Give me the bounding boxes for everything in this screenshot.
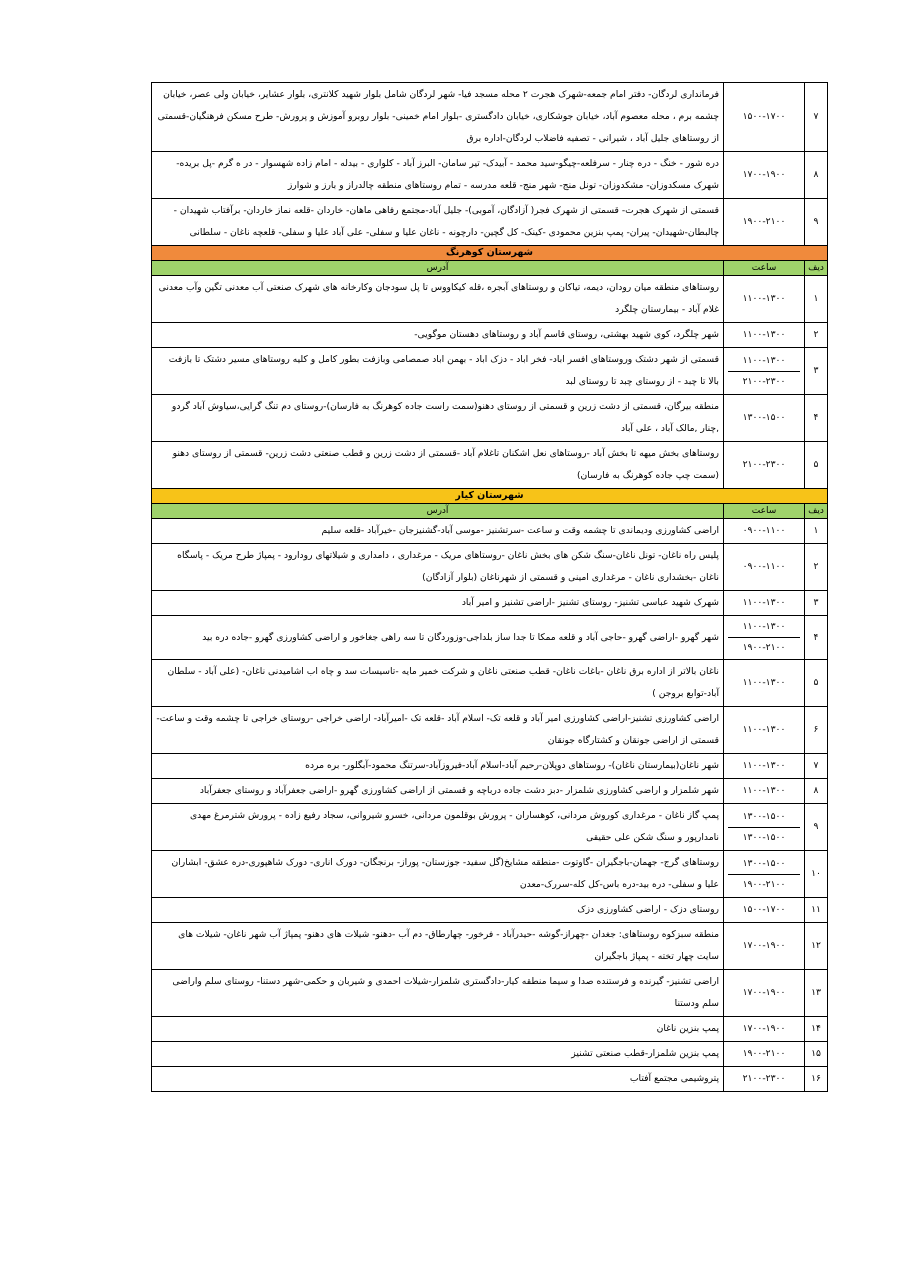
time-range: ۱۱۰۰-۱۳۰۰: [742, 785, 786, 796]
row-time: [724, 276, 805, 323]
row-address: روستاهای گرج- جهمان-باجگیران -گاوتوت -منطقه مشایخ(گل سفید- جوزستان- پوراز- برنجگان- دورک اناری- دورک شاهپوری-دره عشق- ابشاران علیا و سفلی- دره بید-دره باس-کل کله-سررک-معدن: [152, 851, 724, 898]
row-number: ۳: [805, 591, 828, 616]
row-time: [724, 152, 805, 199]
section-title: شهرستان کوهرنگ: [152, 246, 828, 261]
row-address: اراضی تشنیز- گیرنده و فرستنده صدا و سیما منطقه کیار-دادگستری شلمزار-شیلات احمدی و شیربان و حکمی-شهر دستنا- روستای سلم واراضی سلم ودستنا: [152, 970, 724, 1017]
row-time: [724, 1067, 805, 1092]
time-range: ۲۱۰۰-۲۳۰۰: [742, 459, 786, 470]
table-row: [152, 1017, 828, 1042]
row-number: ۷: [805, 754, 828, 779]
time-range: ۱۱۰۰-۱۳۰۰: [742, 760, 786, 771]
table-row: [152, 923, 828, 970]
time-range: ۱۷۰۰-۱۹۰۰: [742, 169, 786, 180]
time-range: ۱۷۰۰-۱۹۰۰: [742, 940, 786, 951]
row-number: ۲: [805, 544, 828, 591]
header-time: ساعت: [724, 261, 805, 276]
table-row: [152, 199, 828, 246]
time-range: ۱۵۰۰-۱۷۰۰: [742, 904, 786, 915]
row-number: ۹: [805, 199, 828, 246]
row-time: [724, 395, 805, 442]
schedule-body: [152, 83, 828, 1092]
row-number: ۸: [805, 779, 828, 804]
row-address: روستاهای بخش میهه تا بخش آباد -روستاهای نعل اشکنان تاغلام آباد -قسمتی از دشت زرین و قطب صنعتی دشت زرین- قسمتی از روستای دهنو (سمت چپ جاده کوهرنگ به فارسان): [152, 442, 724, 489]
time-range: ۰۹۰۰-۱۱۰۰: [742, 525, 786, 536]
row-time: [724, 544, 805, 591]
row-time: [724, 1042, 805, 1067]
time-range: ۱۱۰۰-۱۳۰۰: [742, 677, 786, 688]
row-address: پتروشیمی مجتمع آفتاب: [152, 1067, 724, 1092]
time-range: ۱۱۰۰-۱۳۰۰: [742, 329, 786, 340]
table-row: [152, 754, 828, 779]
table-row: [152, 898, 828, 923]
row-number: ۹: [805, 804, 828, 851]
row-address: فرمانداری لردگان- دفتر امام جمعه-شهرک هجرت ۲ محله مسجد فیا- شهر لردگان شامل بلوار شهید کلانتری، بلوار عشایر، خیابان ولی عصر، خیابان چشمه برم ، محله معصوم آباد، خیابان جوشکاری، خیابان دادگستری -بلوار امام خمینی- بلوار روبرو آموزش و پرورش- طرح مسکن فرهنگیان-قسمتی از روستاهای جلیل آباد ، شیرانی - تصفیه فاضلاب لردگان-اداره برق: [152, 83, 724, 152]
section-title: شهرستان کیار: [152, 489, 828, 504]
column-header-row: [152, 261, 828, 276]
time-range: ۱۱۰۰-۱۳۰۰: [742, 724, 786, 735]
header-num: دیف: [805, 504, 828, 519]
time-range: ۱۹۰۰-۲۱۰۰: [728, 874, 800, 895]
table-row: [152, 970, 828, 1017]
header-address: آدرس: [152, 504, 724, 519]
row-address: روستای دزک - اراضی کشاورزی دزک: [152, 898, 724, 923]
row-number: ۱۲: [805, 923, 828, 970]
row-time: [724, 83, 805, 152]
section-title-row: [152, 489, 828, 504]
row-address: پلیس راه ناغان- تونل ناغان-سنگ شکن های بخش ناغان -روستاهای مریک - مرغداری ، دامداری و شیلاتهای رودارود - پمپاژ طرح مریک - پاسگاه ناغان -بخشداری ناغان - مرغداری امینی و قسمتی از شهرناغان (بلوار آزادگان): [152, 544, 724, 591]
row-time: [724, 519, 805, 544]
row-address: پمپ بنزین شلمزار-قطب صنعتی تشنیز: [152, 1042, 724, 1067]
table-row: [152, 1067, 828, 1092]
row-time: [724, 660, 805, 707]
row-time: [724, 442, 805, 489]
row-address: اراضی کشاورزی ودیماندی تا چشمه وقت و ساعت -سرتشنیز -موسی آباد-گشنیزجان -خیرآباد -قلعه سلیم: [152, 519, 724, 544]
row-number: ۸: [805, 152, 828, 199]
row-time: [724, 348, 805, 395]
row-number: ۱۰: [805, 851, 828, 898]
time-range: ۱۷۰۰-۱۹۰۰: [742, 987, 786, 998]
table-row: [152, 83, 828, 152]
time-range: ۱۹۰۰-۲۱۰۰: [742, 216, 786, 227]
time-range: ۱۱۰۰-۱۳۰۰: [742, 597, 786, 608]
row-address: پمپ گاز ناغان - مرغداری کوروش مردانی، کوهساران - پرورش بوقلمون مردانی، خسرو شیروانی، سجاد رفیع زاده - پرورش شترمرغ مهدی نامدارپور و سنگ شکن علی حقیقی: [152, 804, 724, 851]
time-range: ۱۳۰۰-۱۵۰۰: [742, 857, 786, 869]
row-number: ۶: [805, 707, 828, 754]
table-row: [152, 152, 828, 199]
row-time: [724, 970, 805, 1017]
column-header-row: [152, 504, 828, 519]
table-row: [152, 591, 828, 616]
table-row: [152, 804, 828, 851]
row-number: ۴: [805, 616, 828, 660]
row-address: قسمتی از شهر دشتک وروستاهای افسر اباد- فخر اباد - دزک اباد - بهمن اباد صمصامی وبازفت بطور کامل و کلیه روستاهای مسیر دشتک تا بازفت بالا تا چبد - از روستای چبد تا روستای لبد: [152, 348, 724, 395]
row-address: اراضی کشاورزی تشنیز-اراضی کشاورزی امیر آباد و قلعه تک- اسلام آباد -قلعه تک -امیرآباد- اراضی خراجی -روستای خراجی تا چشمه وقت و ساعت- قسمتی از اراضی جونقان و کشتارگاه جونقان: [152, 707, 724, 754]
row-address: شهر ناغان(بیمارستان ناغان)- روستاهای دوپلان-رحیم آباد-اسلام آباد-فیروزآباد-سرتنگ محمود-آبگلور- بره مرده: [152, 754, 724, 779]
row-address: شهر گهرو -اراضی گهرو -حاجی آباد و قلعه ممکا تا جدا ساز بلداجی-وزوردگان تا سه راهی جغاخور و اراضی کشاورزی گهرو -جاده دره بید: [152, 616, 724, 660]
row-number: ۱۵: [805, 1042, 828, 1067]
row-number: ۵: [805, 660, 828, 707]
row-time: [724, 851, 805, 898]
time-range: ۱۵۰۰-۱۷۰۰: [742, 111, 786, 122]
time-range: ۱۱۰۰-۱۳۰۰: [742, 621, 786, 632]
row-number: ۳: [805, 348, 828, 395]
table-row: [152, 851, 828, 898]
row-time: [724, 804, 805, 851]
row-time: [724, 898, 805, 923]
row-number: ۱۱: [805, 898, 828, 923]
time-range: ۱۳۰۰-۱۵۰۰: [742, 810, 786, 822]
row-number: ۵: [805, 442, 828, 489]
row-time: [724, 707, 805, 754]
row-time: [724, 779, 805, 804]
table-row: [152, 616, 828, 660]
table-row: [152, 544, 828, 591]
table-row: [152, 323, 828, 348]
row-address: پمپ بنزین ناغان: [152, 1017, 724, 1042]
row-address: شهر شلمزار و اراضی کشاورزی شلمزار -دبز دشت جاده درباچه و قسمتی از اراضی کشاورزی گهرو -اراضی جعفرآباد و روستای جعفرآباد: [152, 779, 724, 804]
table-row: [152, 395, 828, 442]
row-time: [724, 923, 805, 970]
time-range: ۱۹۰۰-۲۱۰۰: [728, 637, 800, 658]
row-number: ۱۶: [805, 1067, 828, 1092]
table-row: [152, 707, 828, 754]
header-num: دیف: [805, 261, 828, 276]
row-address: روستاهای منطقه میان رودان، دیمه، تیاکان و روستاهای آبجره ،قله کیکاووس تا پل سودجان وکارخانه های شهرک صنعتی آب معدنی تگین وآب معدنی غلام آباد - بیمارستان چلگرد: [152, 276, 724, 323]
row-address: منطقه بیرگان، قسمتی از دشت زرین و قسمتی از روستای دهنو(سمت راست جاده کوهرنگ به فارسان)-روستای دم تنگ گرایی،سیاوش آباد گردو ,چنار ,مالک آباد ، علی آباد: [152, 395, 724, 442]
row-number: ۱۴: [805, 1017, 828, 1042]
time-range: ۱۷۰۰-۱۹۰۰: [742, 1023, 786, 1034]
row-time: [724, 1017, 805, 1042]
table-row: [152, 519, 828, 544]
time-range: ۱۱۰۰-۱۳۰۰: [742, 293, 786, 304]
time-range: ۲۱۰۰-۲۳۰۰: [742, 1073, 786, 1084]
row-address: شهرک شهید عباسی تشنیز- روستای تشنیز -اراضی تشنیز و امیر آباد: [152, 591, 724, 616]
row-number: ۷: [805, 83, 828, 152]
time-range: ۱۱۰۰-۱۳۰۰: [742, 354, 786, 366]
table-row: [152, 779, 828, 804]
row-time: [724, 199, 805, 246]
outage-schedule-table: [151, 82, 828, 1092]
row-number: ۱۳: [805, 970, 828, 1017]
row-address: قسمتی از شهرک هجرت- قسمتی از شهرک فجر( آزادگان، آموبی)- جلیل آباد-مجتمع رفاهی ماهان- خاردان -قلعه نماز خاردان- برآفتاب شهیدان - چالبطان-شهیدان- پیران- پمپ بنزین محمودی -کینک- کل گچین- دارچونه - ناغان علیا و سفلی- علی آباد علیا و سفلی- قلعچه ناغان - سلطانی: [152, 199, 724, 246]
row-time: [724, 591, 805, 616]
time-range: ۱۳۰۰-۱۵۰۰: [742, 412, 786, 423]
header-address: آدرس: [152, 261, 724, 276]
table-row: [152, 276, 828, 323]
table-row: [152, 660, 828, 707]
row-time: [724, 323, 805, 348]
row-time: [724, 616, 805, 660]
time-range: ۰۹۰۰-۱۱۰۰: [742, 561, 786, 572]
row-number: ۱: [805, 519, 828, 544]
table-row: [152, 442, 828, 489]
table-row: [152, 348, 828, 395]
time-range: ۱۹۰۰-۲۱۰۰: [742, 1048, 786, 1059]
header-time: ساعت: [724, 504, 805, 519]
row-time: [724, 754, 805, 779]
row-number: ۱: [805, 276, 828, 323]
row-number: ۲: [805, 323, 828, 348]
row-address: ناغان بالاتر از اداره برق ناغان -باغات ناغان- قطب صنعتی ناغان و شرکت خمیر مایه -تاسیسات سد و چاه اب اشامیدنی ناغان- (علی آباد - سلطان آباد-توابع بروجن ): [152, 660, 724, 707]
row-address: شهر چلگرد، کوی شهید بهشتی، روستای قاسم آباد و روستاهای دهستان موگویی-: [152, 323, 724, 348]
table-row: [152, 1042, 828, 1067]
row-number: ۴: [805, 395, 828, 442]
time-range: ۱۳۰۰-۱۵۰۰: [728, 827, 800, 848]
time-range: ۲۱۰۰-۲۳۰۰: [728, 371, 800, 392]
row-address: منطقه سبزکوه روستاهای: جغدان -چهراز-گوشه -حیدرآباد - فرخور- چهارطاق- دم آب -دهنو- شیلات های دهنو- پمپاژ آب شهر ناغان- شیلات های سایت چهار تخته - پمپاژ باجگیران: [152, 923, 724, 970]
section-title-row: [152, 246, 828, 261]
row-address: دره شور - خنگ - دره چنار - سرفلعه-چیگو-سید محمد - آبیدک- تیر سامان- البرز آباد - کلواری - بیدله - امام زاده شهسوار - در ه گرم -پل بریده- شهرک مسکدوزان- مشکدوزان- تونل منج- شهر منج- قلعه مدرسه - تمام روستاهای منطقه چالدراز و بارز و شوارز: [152, 152, 724, 199]
